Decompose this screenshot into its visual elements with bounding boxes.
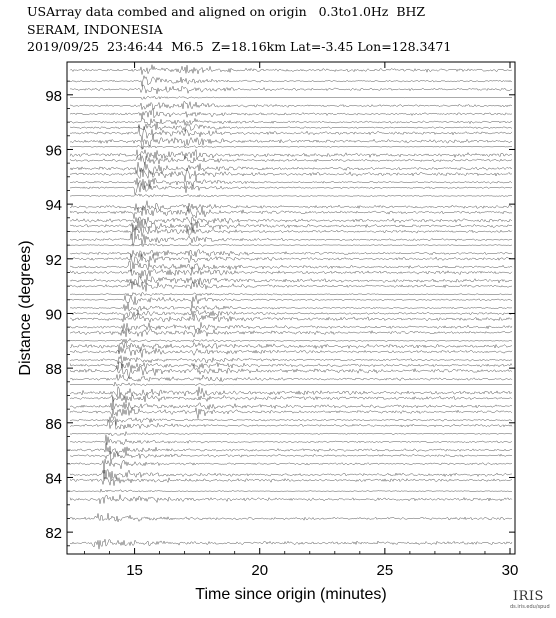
x-tick-label: 15	[126, 562, 143, 579]
seismic-trace	[70, 451, 512, 463]
chart-title: USArray data combed and aligned on origin 0.3to1.0Hz BHZ	[27, 4, 426, 19]
y-tick-label: 90	[45, 306, 62, 324]
x-axis-label: Time since origin (minutes)	[195, 586, 387, 603]
seismic-trace	[70, 293, 512, 297]
seismic-trace	[70, 168, 512, 182]
seismic-trace	[70, 382, 512, 386]
seismic-trace	[70, 420, 512, 430]
seismic-trace	[70, 417, 512, 426]
y-tick-label: 94	[45, 197, 62, 215]
y-tick-label: 88	[45, 361, 62, 379]
seismic-trace	[70, 101, 512, 109]
seismic-trace	[70, 267, 512, 279]
y-axis-label: Distance (degrees)	[17, 240, 34, 376]
seismic-trace	[70, 362, 512, 370]
seismic-trace	[70, 145, 512, 149]
seismic-trace	[70, 347, 512, 358]
y-tick-label: 92	[45, 251, 62, 269]
seismic-trace	[70, 374, 512, 381]
event-region: SERAM, INDONESIA	[27, 22, 163, 37]
seismic-trace	[70, 122, 512, 131]
seismic-trace	[70, 302, 512, 311]
seismic-trace	[70, 513, 512, 522]
seismic-trace	[70, 194, 512, 197]
seismic-trace	[70, 76, 512, 87]
seismic-trace	[70, 206, 512, 219]
seismic-trace	[70, 489, 512, 492]
seismic-trace	[70, 435, 512, 445]
seismic-trace	[70, 126, 512, 142]
seismic-trace	[70, 310, 512, 318]
seismic-trace	[70, 201, 512, 212]
seismic-trace	[70, 162, 512, 177]
x-tick-label: 20	[251, 562, 269, 579]
seismic-trace	[70, 393, 512, 403]
iris-logo	[510, 589, 550, 610]
seismic-trace	[70, 539, 512, 549]
logo-text: IRIS	[513, 589, 544, 604]
y-tick-label: 98	[45, 87, 62, 105]
seismic-trace	[70, 459, 512, 473]
y-tick-label: 82	[45, 525, 62, 543]
seismic-trace	[70, 356, 512, 365]
seismic-trace	[70, 85, 512, 94]
seismic-trace	[70, 387, 512, 399]
seismic-trace	[70, 234, 512, 247]
seismic-trace	[70, 250, 512, 258]
logo-url: ds.iris.edu/spud	[510, 604, 550, 610]
seismic-trace	[70, 338, 512, 342]
seismic-trace	[70, 470, 512, 481]
seismic-trace	[70, 432, 512, 436]
seismic-trace	[70, 295, 512, 305]
seismic-trace	[70, 96, 512, 99]
seismic-trace	[70, 117, 512, 125]
seismic-trace	[70, 407, 512, 418]
x-tick-label: 25	[376, 562, 394, 579]
y-tick-label: 96	[45, 142, 62, 160]
y-tick-label: 86	[45, 415, 62, 433]
seismic-trace	[70, 495, 512, 504]
event-info: 2019/09/25 23:46:44 M6.5 Z=18.16km Lat=-3.45 Lon=128.3471	[27, 39, 452, 54]
seismic-trace	[70, 328, 512, 337]
seismic-trace	[70, 261, 512, 273]
axes-group	[45, 62, 518, 579]
seismic-trace	[70, 477, 512, 485]
x-tick-label: 30	[501, 562, 519, 579]
y-tick-label: 84	[45, 470, 62, 488]
seismic-trace	[70, 108, 512, 118]
traces-group	[70, 65, 512, 549]
seismic-trace	[70, 217, 512, 225]
seismic-trace	[70, 154, 512, 165]
seismic-trace	[70, 243, 512, 247]
seismic-trace	[70, 65, 512, 75]
